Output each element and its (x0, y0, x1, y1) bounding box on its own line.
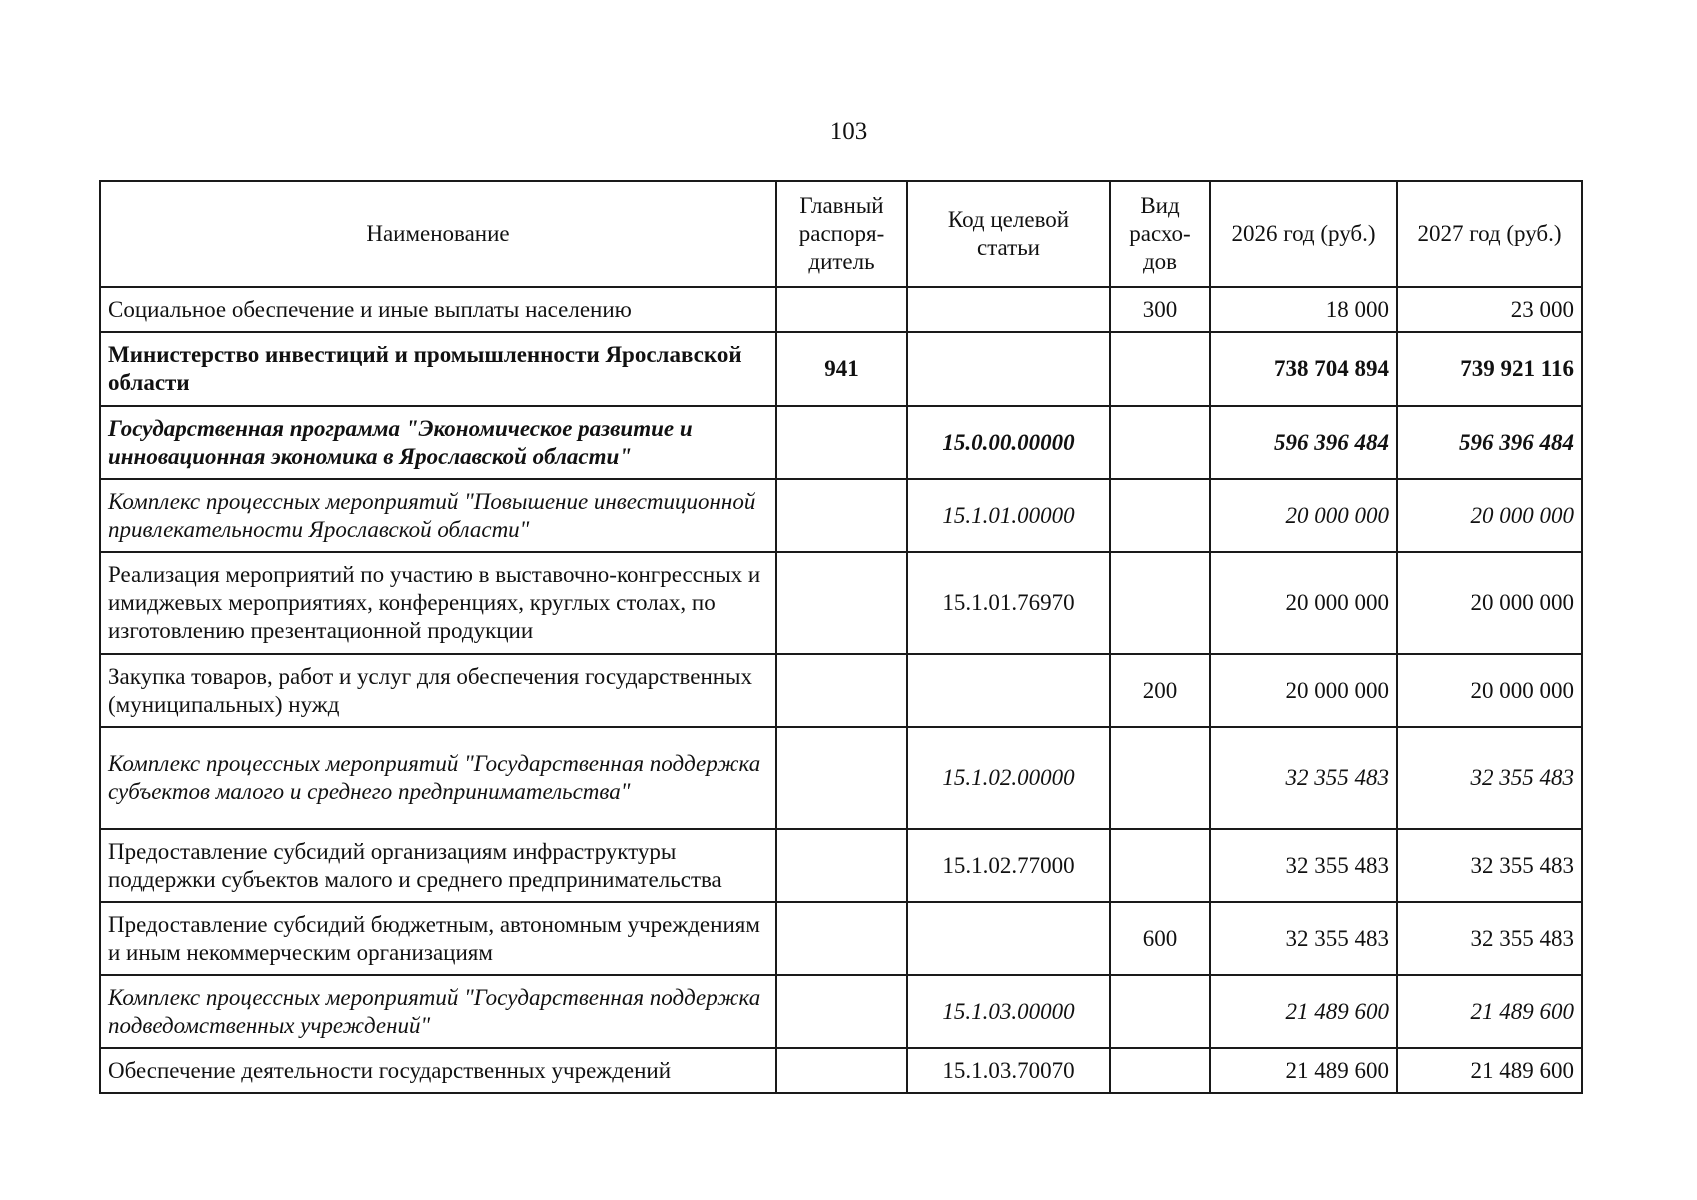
row-target-code (907, 654, 1110, 727)
table-row (100, 654, 1582, 727)
header-year-2026: 2026 год (руб.) (1210, 181, 1397, 287)
row-chief-manager (776, 975, 907, 1048)
row-name: Комплекс процессных мероприятий "Государственная поддержка субъектов малого и среднего предпринимательства" (100, 727, 776, 829)
row-expense-type (1110, 406, 1210, 479)
row-amount-2026: 32 355 483 (1210, 829, 1397, 902)
table-row (100, 975, 1582, 1048)
row-amount-2027: 21 489 600 (1397, 1048, 1582, 1093)
row-name: Предоставление субсидий организациям инфраструктуры поддержки субъектов малого и среднего предпринимательства (100, 829, 776, 902)
row-chief-manager (776, 287, 907, 332)
header-year-2027: 2027 год (руб.) (1397, 181, 1582, 287)
row-chief-manager (776, 1048, 907, 1093)
page-number: 103 (829, 118, 868, 145)
row-target-code: 15.1.01.76970 (907, 552, 1110, 654)
row-chief-manager (776, 902, 907, 975)
row-expense-type (1110, 479, 1210, 552)
row-name: Социальное обеспечение и иные выплаты населению (100, 287, 776, 332)
table-header-row (100, 181, 1582, 287)
row-amount-2026: 20 000 000 (1210, 654, 1397, 727)
row-amount-2027: 739 921 116 (1397, 332, 1582, 406)
row-amount-2027: 32 355 483 (1397, 829, 1582, 902)
row-chief-manager (776, 479, 907, 552)
row-target-code: 15.1.02.00000 (907, 727, 1110, 829)
row-amount-2026: 738 704 894 (1210, 332, 1397, 406)
row-chief-manager (776, 406, 907, 479)
header-chief-manager: Главный распоря-дитель (776, 181, 907, 287)
table-row (100, 287, 1582, 332)
row-target-code: 15.1.03.70070 (907, 1048, 1110, 1093)
row-target-code: 15.1.02.77000 (907, 829, 1110, 902)
table-row (100, 332, 1582, 406)
row-amount-2027: 32 355 483 (1397, 902, 1582, 975)
table-row (100, 552, 1582, 654)
row-expense-type (1110, 975, 1210, 1048)
row-amount-2026: 596 396 484 (1210, 406, 1397, 479)
row-name: Государственная программа "Экономическое развитие и инновационная экономика в Ярославской области" (100, 406, 776, 479)
row-target-code (907, 332, 1110, 406)
table-row (100, 406, 1582, 479)
row-chief-manager: 941 (776, 332, 907, 406)
row-amount-2026: 21 489 600 (1210, 975, 1397, 1048)
row-name: Реализация мероприятий по участию в выставочно-конгрессных и имиджевых мероприятиях, конференциях, круглых столах, по изготовлению презентационной продукции (100, 552, 776, 654)
table-row (100, 479, 1582, 552)
row-chief-manager (776, 552, 907, 654)
row-target-code: 15.1.01.00000 (907, 479, 1110, 552)
row-target-code (907, 287, 1110, 332)
row-amount-2027: 20 000 000 (1397, 654, 1582, 727)
row-name: Закупка товаров, работ и услуг для обеспечения государственных (муниципальных) нужд (100, 654, 776, 727)
row-amount-2026: 20 000 000 (1210, 552, 1397, 654)
budget-table (99, 180, 1583, 1094)
row-amount-2026: 18 000 (1210, 287, 1397, 332)
row-name: Комплекс процессных мероприятий "Повышение инвестиционной привлекательности Ярославской области" (100, 479, 776, 552)
row-target-code: 15.1.03.00000 (907, 975, 1110, 1048)
row-target-code (907, 902, 1110, 975)
row-target-code: 15.0.00.00000 (907, 406, 1110, 479)
row-expense-type (1110, 829, 1210, 902)
row-expense-type: 300 (1110, 287, 1210, 332)
table-row (100, 829, 1582, 902)
row-amount-2027: 32 355 483 (1397, 727, 1582, 829)
row-name: Комплекс процессных мероприятий "Государственная поддержка подведомственных учреждений" (100, 975, 776, 1048)
row-name: Обеспечение деятельности государственных учреждений (100, 1048, 776, 1093)
row-chief-manager (776, 727, 907, 829)
header-target-code: Код целевой статьи (907, 181, 1110, 287)
row-amount-2027: 21 489 600 (1397, 975, 1582, 1048)
table-row (100, 1048, 1582, 1093)
header-name: Наименование (100, 181, 776, 287)
row-amount-2026: 21 489 600 (1210, 1048, 1397, 1093)
header-expense-type: Вид расхо-дов (1110, 181, 1210, 287)
row-amount-2027: 20 000 000 (1397, 552, 1582, 654)
row-expense-type: 600 (1110, 902, 1210, 975)
row-expense-type (1110, 332, 1210, 406)
row-name: Министерство инвестиций и промышленности Ярославской области (100, 332, 776, 406)
row-amount-2027: 20 000 000 (1397, 479, 1582, 552)
row-expense-type (1110, 1048, 1210, 1093)
row-amount-2026: 32 355 483 (1210, 902, 1397, 975)
row-expense-type: 200 (1110, 654, 1210, 727)
row-amount-2027: 596 396 484 (1397, 406, 1582, 479)
row-expense-type (1110, 552, 1210, 654)
row-chief-manager (776, 829, 907, 902)
table-row (100, 727, 1582, 829)
row-chief-manager (776, 654, 907, 727)
row-amount-2026: 20 000 000 (1210, 479, 1397, 552)
row-amount-2027: 23 000 (1397, 287, 1582, 332)
row-amount-2026: 32 355 483 (1210, 727, 1397, 829)
table-row (100, 902, 1582, 975)
row-expense-type (1110, 727, 1210, 829)
row-name: Предоставление субсидий бюджетным, автономным учреждениям и иным некоммерческим организациям (100, 902, 776, 975)
